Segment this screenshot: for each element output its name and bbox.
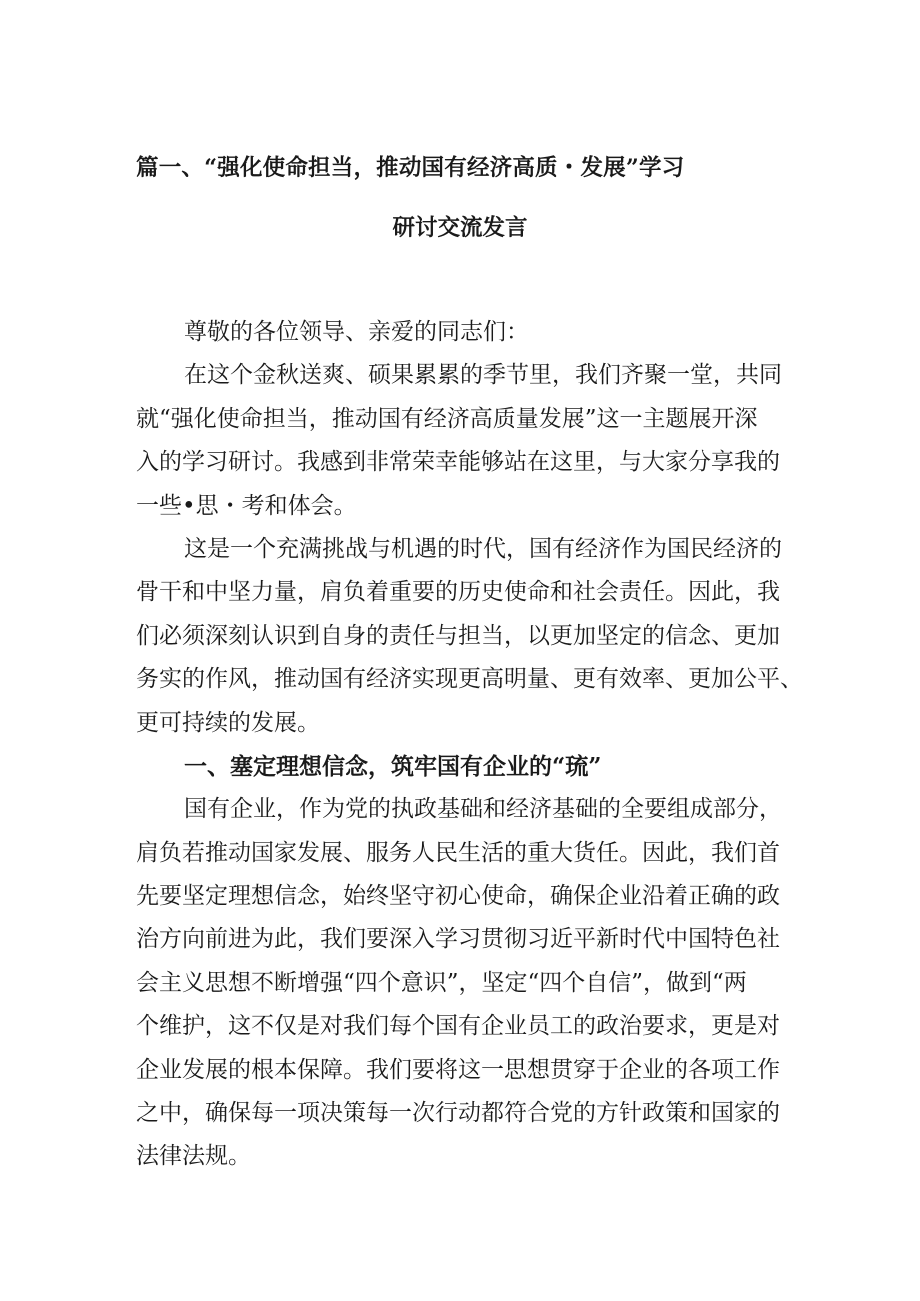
paragraph-line: 入的学习研讨。我感到非常荣幸能够站在这里，与大家分享我的 (136, 449, 780, 476)
paragraph-line: 治方向前进为此，我们要深入学习贯彻习近平新时代中国特色社 (136, 926, 780, 953)
document-title: 篇一、“强化使命担当，推动国有经济高质・发展”学习 (136, 155, 685, 181)
paragraph-line: 企业发展的根本保障。我们要将这一思想贯穿于企业的各项工作 (136, 1056, 780, 1083)
paragraph-line: 骨干和中坚力量，肩负着重要的历史使命和社会责任。因此，我 (136, 579, 780, 606)
paragraph-line: 就“强化使命担当，推动国有经济高质量发展”这一主题展开深 (136, 405, 758, 432)
paragraph-line: 更可持续的发展。 (136, 709, 320, 736)
document-body (136, 311, 803, 1179)
paragraph-line: 个维护，这不仅是对我们每个国有企业员工的政治要求，更是对 (136, 1013, 780, 1040)
paragraph-line: 国有企业，作为党的执政基础和经济基础的全要组成部分， (184, 796, 782, 823)
paragraph-line: 先要坚定理想信念，始终坚守初心使命，确保企业沿着正确的政 (136, 883, 780, 910)
section-heading: 一、塞定理想信念，筑牢国有企业的“琉” (184, 752, 602, 780)
paragraph-line: 一些•思・考和体会。 (136, 492, 357, 519)
paragraph-line: 法律法规。 (136, 1143, 251, 1170)
paragraph-line: 会主义思想不断增强“四个意识”，坚定“四个自信”，做到“两 (136, 969, 747, 996)
paragraph-line: 务实的作风，推动国有经济实现更高明量、更有效率、更加公平、 (136, 666, 803, 693)
paragraph-line: 们必须深刻认识到自身的责任与担当，以更加坚定的信念、更加 (136, 622, 780, 649)
paragraph-line: 肩负若推动国家发展、服务人民生活的重大货任。因此，我们首 (136, 839, 780, 866)
paragraph-line: 之中，确保每一项决策每一次行动都符合党的方针政策和国家的 (136, 1100, 780, 1127)
document-subtitle: 研讨交流发言 (392, 215, 528, 241)
paragraph-line: 这是一个充满挑战与机遇的时代，国有经济作为国民经济的 (184, 535, 782, 562)
paragraph-line: 在这个金秋送爽、硕果累累的季节里，我们齐聚一堂，共同 (184, 362, 782, 389)
salutation: 尊敬的各位领导、亲爱的同志们： (184, 319, 529, 345)
